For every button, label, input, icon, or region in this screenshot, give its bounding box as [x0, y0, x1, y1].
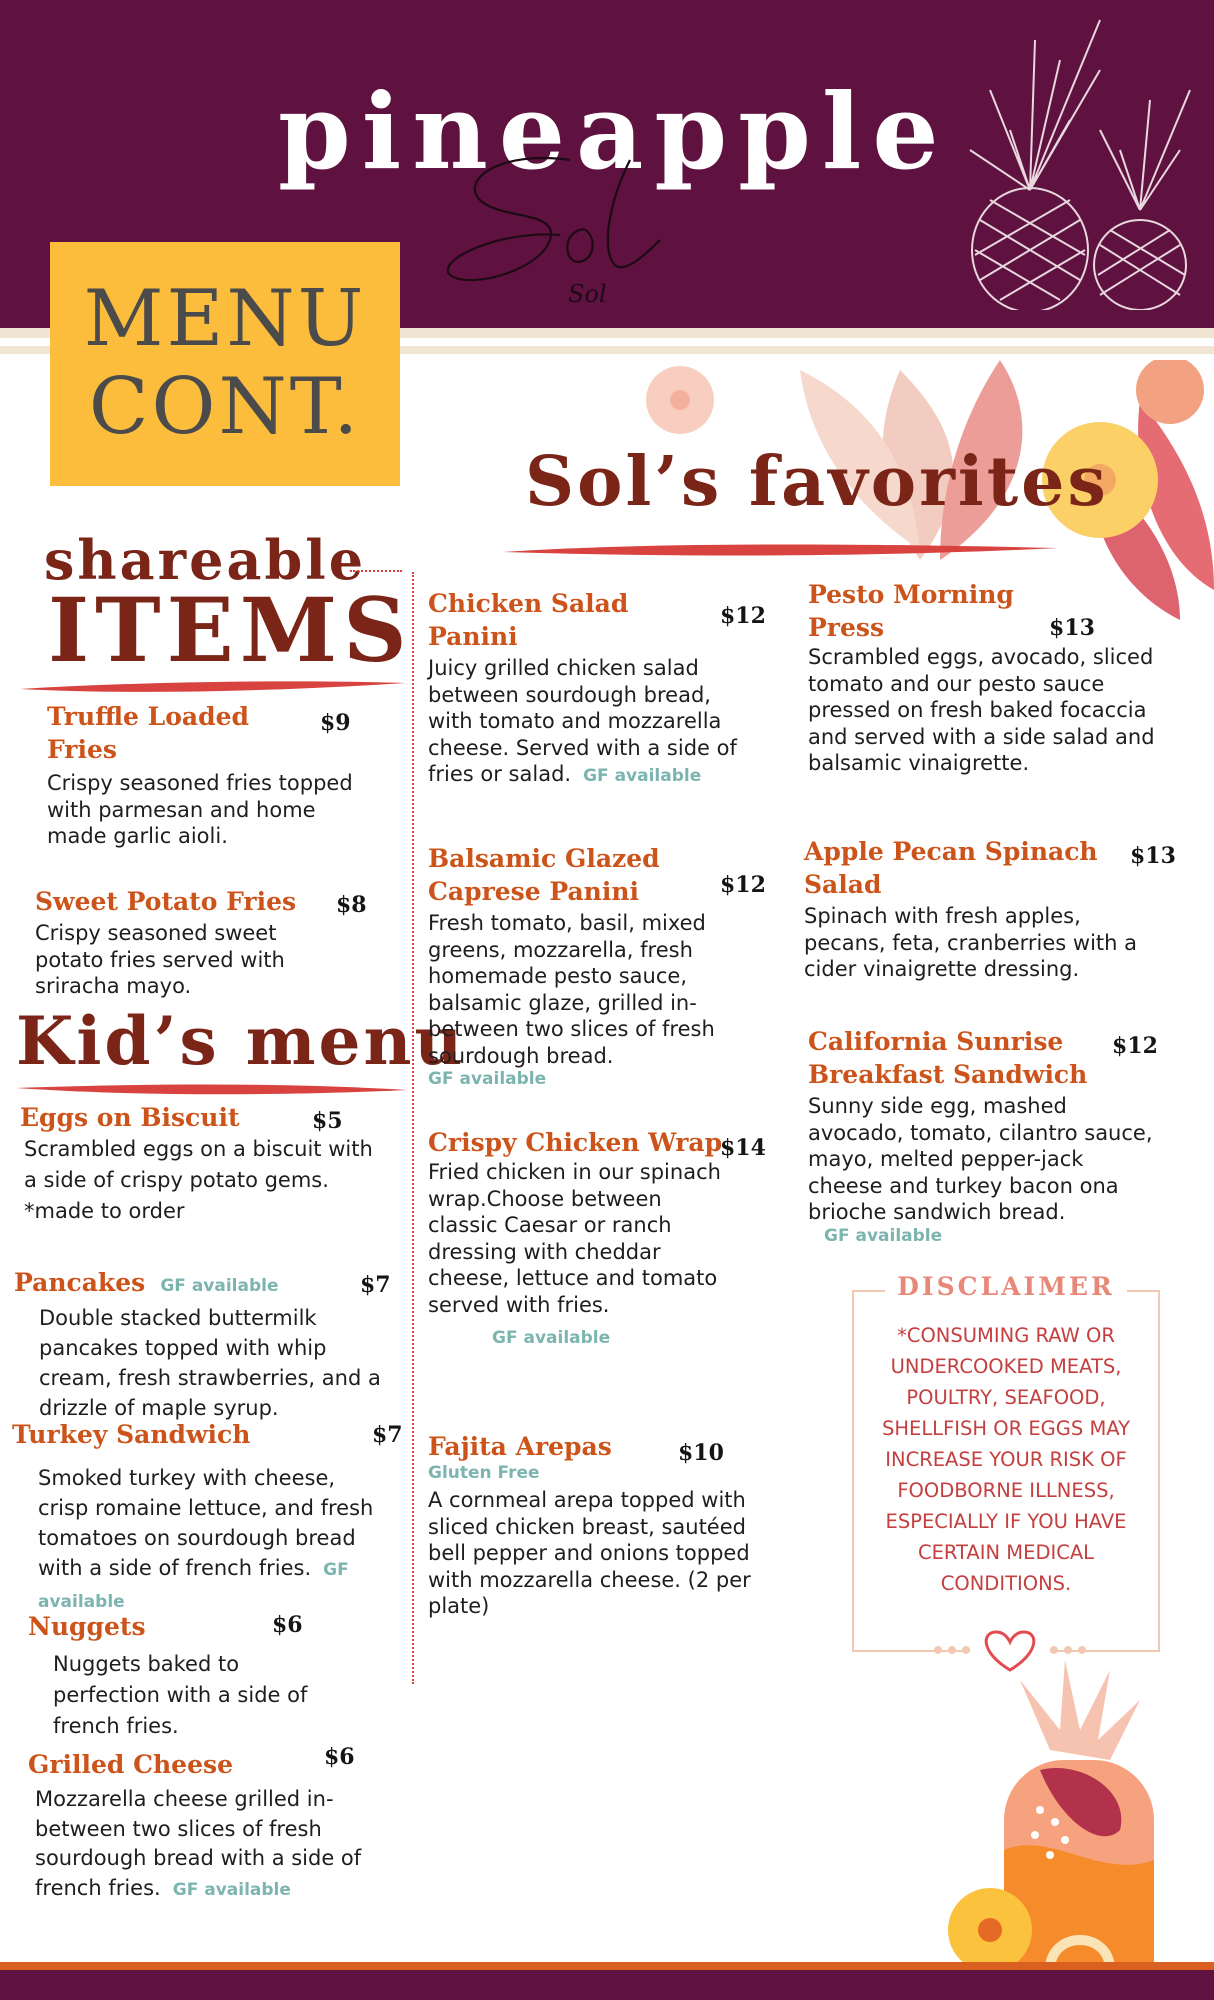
dotted-divider	[412, 572, 414, 1684]
item-name: Truffle Loaded Fries	[47, 702, 249, 764]
item-price: $6	[324, 1744, 355, 1770]
menu-item	[14, 1266, 384, 1423]
item-name: Fajita Arepas	[428, 1432, 612, 1461]
menu-item	[804, 835, 1154, 983]
item-description: Crispy seasoned fries topped with parmesan and home made garlic aioli.	[47, 771, 353, 848]
gf-available-tag: GF available	[583, 766, 702, 786]
menu-item	[808, 1025, 1158, 1246]
kids-menu-title: Kid’s menu	[16, 1002, 466, 1080]
item-price: $7	[360, 1272, 391, 1298]
item-description: Scrambled eggs, avocado, sliced tomato and our pesto sauce pressed on fresh baked focaccia and served with a side salad and balsamic vinaigrette.	[808, 645, 1155, 775]
item-price: $14	[720, 1135, 766, 1161]
item-price: $8	[336, 892, 367, 918]
favorites-title: Sol’s favorites	[525, 442, 1109, 522]
item-price: $9	[320, 710, 351, 736]
shareable-items-title: ITEMS	[48, 578, 413, 682]
item-name: Nuggets	[28, 1612, 146, 1641]
gf-available-tag: GF available	[824, 1225, 943, 1246]
item-note: *made to order	[24, 1199, 185, 1223]
menu-item	[28, 1610, 358, 1742]
item-name: Balsamic Glazed Caprese Panini	[428, 844, 660, 906]
item-name: Crispy Chicken Wrap	[428, 1128, 723, 1157]
menu-item	[428, 842, 748, 1089]
item-name: Pancakes	[14, 1268, 146, 1297]
dotted-divider	[350, 570, 402, 572]
item-price: $12	[720, 872, 766, 898]
item-description: Crispy seasoned sweet potato fries served with sriracha mayo.	[35, 921, 285, 998]
pineapple-illustration	[950, 10, 1210, 310]
menu-item	[47, 700, 357, 850]
disclaimer-title: DISCLAIMER	[852, 1272, 1160, 1301]
footer-stripe	[0, 1962, 1214, 1970]
item-price: $12	[720, 603, 766, 629]
item-price: $13	[1049, 615, 1095, 641]
item-name: Chicken Salad Panini	[428, 589, 629, 651]
gluten-free-tag: Gluten Free	[428, 1463, 540, 1483]
item-name: California Sunrise Breakfast Sandwich	[808, 1027, 1088, 1089]
item-description: Double stacked buttermilk pancakes topped with whip cream, fresh strawberries, and a drizzle of maple syrup.	[39, 1306, 381, 1420]
menu-item	[428, 1126, 748, 1348]
item-description: Spinach with fresh apples, pecans, feta, cranberries with a cider vinaigrette dressing.	[804, 904, 1138, 981]
footer-band	[0, 1970, 1214, 2000]
item-description: Mozzarella cheese grilled in-between two slices of fresh sourdough bread with a side of french fries. GF available	[35, 1787, 362, 1900]
item-description: Smoked turkey with cheese, crisp romaine lettuce, and fresh tomatoes on sourdough bread with a side of french fries. GF available	[38, 1466, 374, 1612]
menu-item	[28, 1748, 378, 1905]
item-description: Scrambled eggs on a biscuit with a side of crispy potato gems.	[24, 1137, 373, 1192]
menu-cont-title: MENU CONT.	[83, 274, 367, 452]
item-description: Sunny side egg, mashed avocado, tomato, cilantro sauce, mayo, melted pepper-jack cheese and turkey bacon ona brioche sandwich bread.	[808, 1094, 1153, 1224]
gf-available-tag: GF available	[172, 1879, 291, 1900]
gf-available-tag: GF available	[428, 1069, 547, 1089]
item-description: Fried chicken in our spinach wrap.Choose between classic Caesar or ranch dressing with cheddar cheese, lettuce and tomato served with fries.	[428, 1160, 721, 1317]
gf-available-tag: GF available	[160, 1276, 279, 1296]
menu-item	[428, 587, 748, 790]
menu-item	[12, 1418, 382, 1617]
item-price: $7	[372, 1422, 403, 1448]
item-price: $5	[312, 1108, 343, 1134]
item-description: Nuggets baked to perfection with a side of french fries.	[53, 1652, 308, 1738]
menu-item	[428, 1430, 778, 1620]
menu-item	[808, 578, 1158, 777]
brush-underline	[14, 1078, 410, 1100]
disclaimer-text: *CONSUMING RAW OR UNDERCOOKED MEATS, POULTRY, SEAFOOD, SHELLFISH OR EGGS MAY INCREASE YOUR RISK OF FOODBORNE ILLNESS, ESPECIALLY IF YOU HAVE CERTAIN MEDICAL CONDITIONS.	[881, 1324, 1131, 1595]
brush-underline	[502, 538, 1062, 562]
item-name: Sweet Potato Fries	[35, 887, 297, 916]
brand-name: pineapple	[278, 70, 950, 193]
item-price: $10	[678, 1440, 724, 1466]
gf-available-tag: GF available	[492, 1328, 611, 1348]
item-name: Apple Pecan Spinach Salad	[804, 837, 1098, 899]
brand-script: Sol	[568, 280, 607, 308]
item-name: Eggs on Biscuit	[20, 1103, 240, 1132]
item-name: Grilled Cheese	[28, 1750, 233, 1779]
item-description: Juicy grilled chicken salad between sourdough bread, with tomato and mozzarella cheese. Served with a side of fries or salad. GF available	[428, 656, 737, 786]
brush-underline	[18, 675, 408, 699]
item-price: $12	[1112, 1033, 1158, 1059]
item-name: Turkey Sandwich	[12, 1420, 251, 1449]
item-price: $13	[1130, 843, 1176, 869]
pineapple-illustration	[940, 1650, 1214, 1970]
item-description: A cornmeal arepa topped with sliced chicken breast, sautéed bell pepper and onions topped with mozzarella cheese. (2 per plate)	[428, 1488, 751, 1618]
gf-available-tag: GF available	[38, 1560, 349, 1612]
shareable-title: shareable	[44, 528, 367, 592]
item-price: $6	[272, 1612, 303, 1638]
menu-item	[35, 885, 335, 1000]
item-description: Fresh tomato, basil, mixed greens, mozzarella, fresh homemade pesto sauce, balsamic glaze, grilled in-between two slices of fresh sourdough bread.	[428, 911, 715, 1068]
brand-signature	[440, 140, 680, 310]
item-name: Pesto Morning Press	[808, 580, 1014, 642]
